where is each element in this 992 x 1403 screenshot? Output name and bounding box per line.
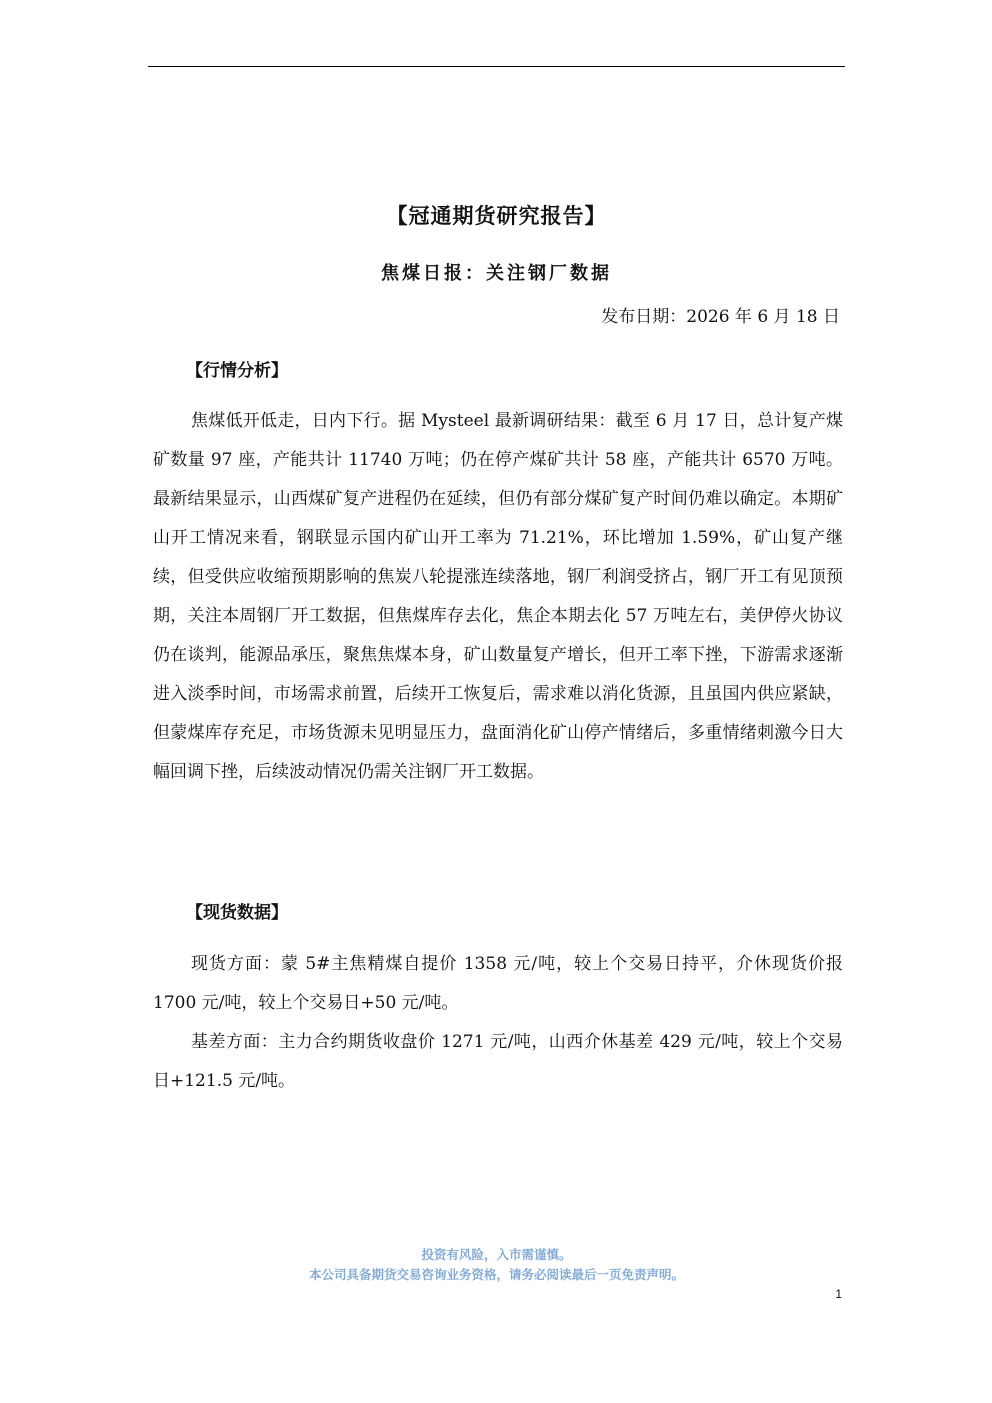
publish-date: 发布日期：2026 年 6 月 18 日 xyxy=(601,307,840,327)
footer-risk-warning: 投资有风险，入市需谨慎。 xyxy=(421,1247,572,1262)
section-heading-spot-data: 【现货数据】 xyxy=(186,903,288,923)
report-subtitle: 焦煤日报：关注钢厂数据 xyxy=(381,263,612,284)
market-analysis-paragraph: 焦煤低开低走，日内下行。据 Mysteel 最新调研结果：截至 6 月 17 日，总计复产煤矿数量 97 座，产能共计 11740 万吨；仍在停产煤矿共计 58 座，产能共计 6570 万吨。最新结果显示，山西煤矿复产进程仍在延续，但仍有部分煤矿复产时间仍难以确定。本期矿山开工情况来看，钢联显示国内矿山开工率为 71.21%，环比增加 1.59%，矿山复产继续，但受供应收缩预期影响的焦炭八轮提涨连续落地，钢厂利润受挤占，钢厂开工有见顶预期，关注本周钢厂开工数据，但焦煤库存去化，焦企本期去化 57 万吨左右，美伊停火协议仍在谈判，能源品承压，聚焦焦煤本身，矿山数量复产增长，但开工率下挫，下游需求逐渐进入淡季时间，市场需求前置，后续开工恢复后，需求难以消化货源，且虽国内供应紧缺，但蒙煤库存充足，市场货源未见明显压力，盘面消化矿山停产情绪后，多重情绪刺激今日大幅回调下挫，后续波动情况仍需关注钢厂开工数据。 xyxy=(153,411,843,782)
header-rule xyxy=(148,66,845,67)
basis-paragraph: 基差方面：主力合约期货收盘价 1271 元/吨，山西介休基差 429 元/吨，较上个交易日+121.5 元/吨。 xyxy=(153,1032,843,1091)
section-heading-market-analysis: 【行情分析】 xyxy=(186,361,288,381)
page-number: 1 xyxy=(835,1287,842,1301)
report-title: 【冠通期货研究报告】 xyxy=(386,203,607,228)
footer-disclaimer: 本公司具备期货交易咨询业务资格，请务必阅读最后一页免责声明。 xyxy=(308,1267,684,1282)
spot-price-paragraph: 现货方面：蒙 5#主焦精煤自提价 1358 元/吨，较上个交易日持平，介休现货价报 1700 元/吨，较上个交易日+50 元/吨。 xyxy=(153,954,843,1013)
